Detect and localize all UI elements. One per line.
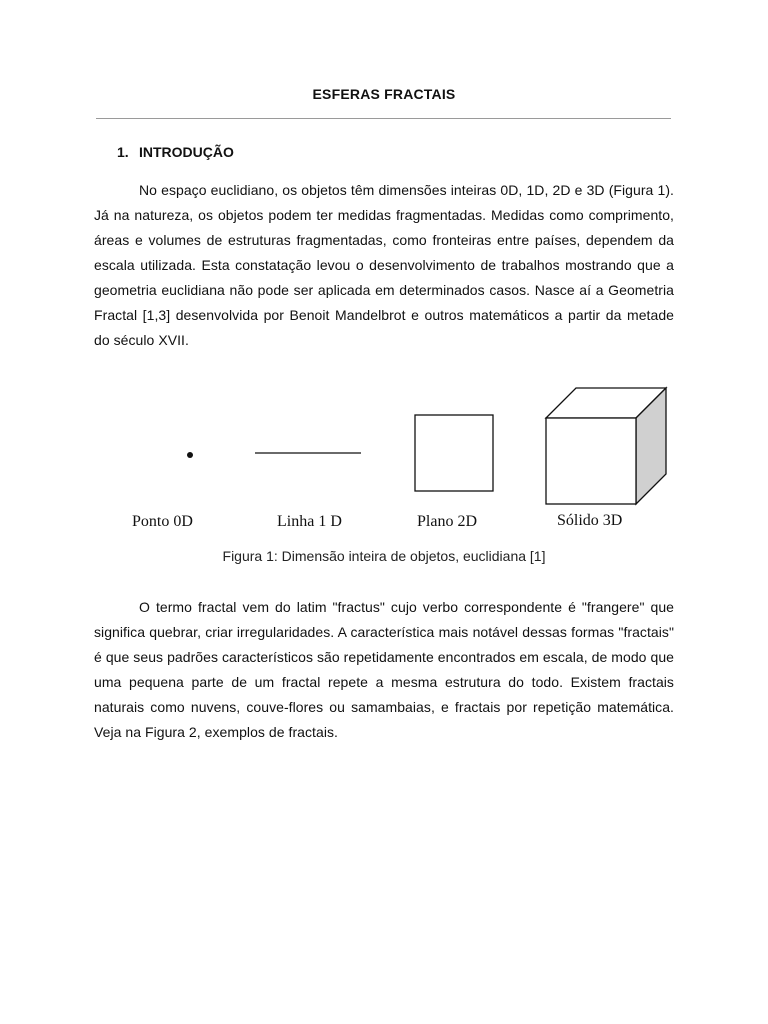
section-number: 1. [117, 144, 129, 160]
label-point-0d: Ponto 0D [132, 513, 193, 530]
paragraph-fractal-definition: O termo fractal vem do latim "fractus" cujo verbo correspondente é "frangere" que significa quebrar, criar irregularidades. A característica mais notável dessas formas "fractais" é que seus padrões característicos são repetidamente encontrados em escala, de modo que uma pequena parte de um fractal repete a mesma estrutura do todo. Existem fractais naturais como nuvens, couve-flores ou samambaias, e fractais por repetição matemática. Veja na Figura 2, exemplos de fractais. [94, 599, 674, 740]
label-solid-3d: Sólido 3D [557, 512, 623, 529]
title-divider [96, 118, 671, 119]
paragraph-introduction: No espaço euclidiano, os objetos têm dimensões inteiras 0D, 1D, 2D e 3D (Figura 1). Já na natureza, os objetos podem ter medidas fragmentadas. Medidas como comprimento, áreas e volumes de estruturas fragmentadas, como fronteiras entre países, dependem da escala utilizada. Esta constatação levou o desenvolvimento de trabalhos mostrando que a geometria euclidiana não pode ser aplicada em determinados casos. Nasce aí a Geometria Fractal [1,3] desenvolvida por Benoit Mandelbrot e outros matemáticos a partir da metade do século XVII. [94, 182, 674, 348]
section-title: INTRODUÇÃO [139, 144, 234, 160]
section-heading [117, 144, 234, 160]
label-line-1d: Linha 1 D [277, 513, 342, 530]
document-title: ESFERAS FRACTAIS [312, 86, 456, 102]
point-0d-shape [187, 452, 193, 458]
figure-1 [95, 378, 695, 538]
label-plane-2d: Plano 2D [417, 513, 477, 530]
figure-1-illustration [95, 378, 695, 538]
figure-1-caption: Figura 1: Dimensão inteira de objetos, euclidiana [1] [222, 548, 546, 564]
solid-3d-shape [546, 388, 666, 504]
plane-2d-shape [415, 415, 493, 491]
